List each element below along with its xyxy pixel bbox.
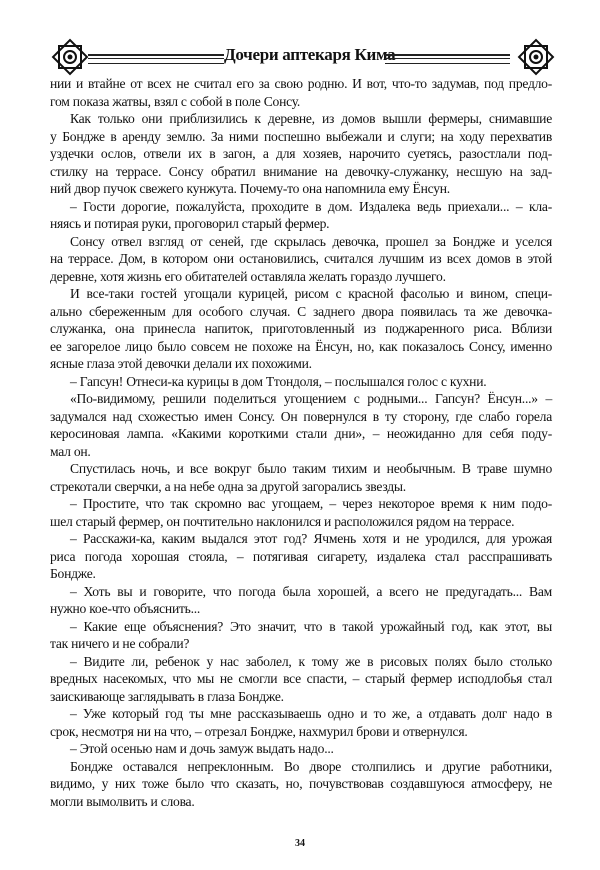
text-line: шел старый фермер, он почтительно наклонился и расположился рядом на террасе.	[50, 513, 515, 529]
paragraph	[50, 110, 552, 198]
text-line: ее загорелое лицо было совсем не похоже на Ёнсун, но, как показалось Сонсу, именно	[50, 338, 552, 354]
running-header	[48, 34, 552, 80]
text-line: Сонсу отвел взгляд от сеней, где скрылась девочка, прошел за Бондже и уселся	[70, 233, 552, 249]
text-line: риса погода хорошая стояла, – потягивая сигарету, издалека стал расспрашивать	[50, 548, 552, 564]
text-line: – Гапсун! Отнеси-ка курицы в дом Ттондоля, – послышался голос с кухни.	[70, 373, 487, 389]
text-line: могли вымолвить и слова.	[50, 793, 195, 809]
paragraph	[50, 705, 552, 740]
paragraph	[50, 390, 552, 460]
text-line: стрекотали сверчки, а на небе одна за другой загорались звезды.	[50, 478, 406, 494]
text-line: задумался над схожестью имен Сонсу. Он повернулся в ту сторону, где слабо горела	[50, 408, 552, 424]
text-line: – Хоть вы и говорите, что погода была хорошей, а всего не предугадать... Вам	[70, 583, 552, 599]
paragraph	[50, 373, 552, 391]
paragraph	[50, 758, 552, 811]
text-line: Как только они приблизились к деревне, из домов вышли фермеры, снимавшие	[70, 111, 552, 126]
page-number: 34	[295, 838, 305, 849]
text-line: – Уже который год ты мне рассказываешь одно и то же, а отдавать долг надо в	[70, 706, 552, 721]
header-rule-right	[385, 54, 510, 64]
paragraph	[50, 198, 552, 233]
text-line: ально сбереженным для особого случая. С заднего двора появилась та же девочка-	[50, 303, 552, 319]
text-line: Бондже.	[50, 566, 96, 581]
text-line: керосиновая лампа. «Какими короткими стали дни», – неожиданно для себя поду-	[50, 426, 552, 441]
body-text	[50, 75, 552, 810]
paragraph	[50, 460, 552, 495]
text-line: стилку на террасе. Сонсу обратил внимание на девочку-служанку, несшую на зад-	[50, 163, 552, 179]
text-line: на террасе. Дом, в котором они остановились, считался лучшим из всех домов в этой	[50, 251, 552, 266]
text-line: служанка, она принесла напиток, приготовленный из поджаренного риса. Вблизи	[50, 321, 552, 336]
text-line: нии и втайне от всех не считал его за свою родню. И вот, что-то задумав, под предло-	[50, 76, 552, 91]
text-line: срок, несмотря ни на что, – отрезал Бондже, нахмурил брови и отвернулся.	[50, 723, 468, 739]
text-line: гом показа жатвы, взял с собой в поле Сонсу.	[50, 93, 301, 109]
text-line: няясь и потирая руки, проговорил старый фермер.	[50, 216, 330, 231]
paragraph	[50, 285, 552, 373]
ornament-icon	[516, 34, 556, 80]
text-line: – Простите, что так скромно вас угощаем, – через некоторое время к ним подо-	[70, 496, 552, 511]
paragraph	[50, 75, 552, 110]
paragraph	[50, 583, 552, 618]
book-title: Дочери аптекаря Кима	[224, 45, 396, 64]
paragraph	[50, 740, 552, 758]
paragraph	[50, 233, 552, 286]
text-line: так ничего и не собрали?	[50, 636, 190, 651]
text-line: – Гости дорогие, пожалуйста, проходите в дом. Издалека ведь приехали... – кла-	[70, 198, 552, 214]
text-line: видимо, у них тоже было что сказать, но, почувствовав создавшуюся атмосферу, не	[50, 776, 552, 791]
text-line: деревне, хотя жизнь его обитателей оставляла желать гораздо лучшего.	[50, 268, 446, 284]
text-line: уздечки ослов, отвели их в загон, а для хозяев, нарочито суетясь, разостлали под-	[50, 146, 552, 161]
text-line: заискивающе заглядывать в глаза Бондже.	[50, 688, 284, 704]
paragraph	[50, 495, 552, 530]
text-line: «По-видимому, решили поделиться угощением с родными... Гапсун? Ёнсун...» –	[70, 391, 552, 406]
paragraph	[50, 618, 552, 653]
text-line: – Видите ли, ребенок у нас заболел, к тому же в рисовых полях было столько	[70, 653, 552, 669]
text-line: ний двор пучок свежего кунжута. Почему-то она напомнила ему Ёнсун.	[50, 181, 450, 196]
text-line: И все-таки гостей угощали курицей, рисом с красной фасолью и вином, специ-	[70, 286, 552, 301]
paragraph	[50, 653, 552, 706]
text-line: ясные глаза этой девочки делали их похожими.	[50, 356, 312, 371]
header-rule-left	[88, 54, 224, 64]
text-line: Бондже оставался непреклонным. Во дворе столпились и другие работники,	[70, 758, 552, 774]
text-line: – Этой осенью нам и дочь замуж выдать надо...	[70, 741, 334, 756]
text-line: нужно кое-что объяснить...	[50, 601, 201, 616]
paragraph	[50, 530, 552, 583]
text-line: – Расскажи-ка, каким выдался этот год? Ячмень хотя и не уродился, для урожая	[70, 531, 552, 546]
text-line: у Бондже в аренду землю. За ними поспешно выбежали и слуги; на ходу перехватив	[50, 128, 552, 144]
ornament-icon	[50, 34, 90, 80]
text-line: вредных насекомых, что мы не смогли все спасти, – старый фермер исподлобья стал	[50, 671, 552, 686]
text-line: мал он.	[50, 443, 91, 459]
text-line: Спустилась ночь, и все вокруг было таким тихим и необычным. В траве шумно	[70, 461, 552, 476]
text-line: – Какие еще объяснения? Это значит, что в такой урожайный год, как этот, вы	[70, 618, 552, 634]
